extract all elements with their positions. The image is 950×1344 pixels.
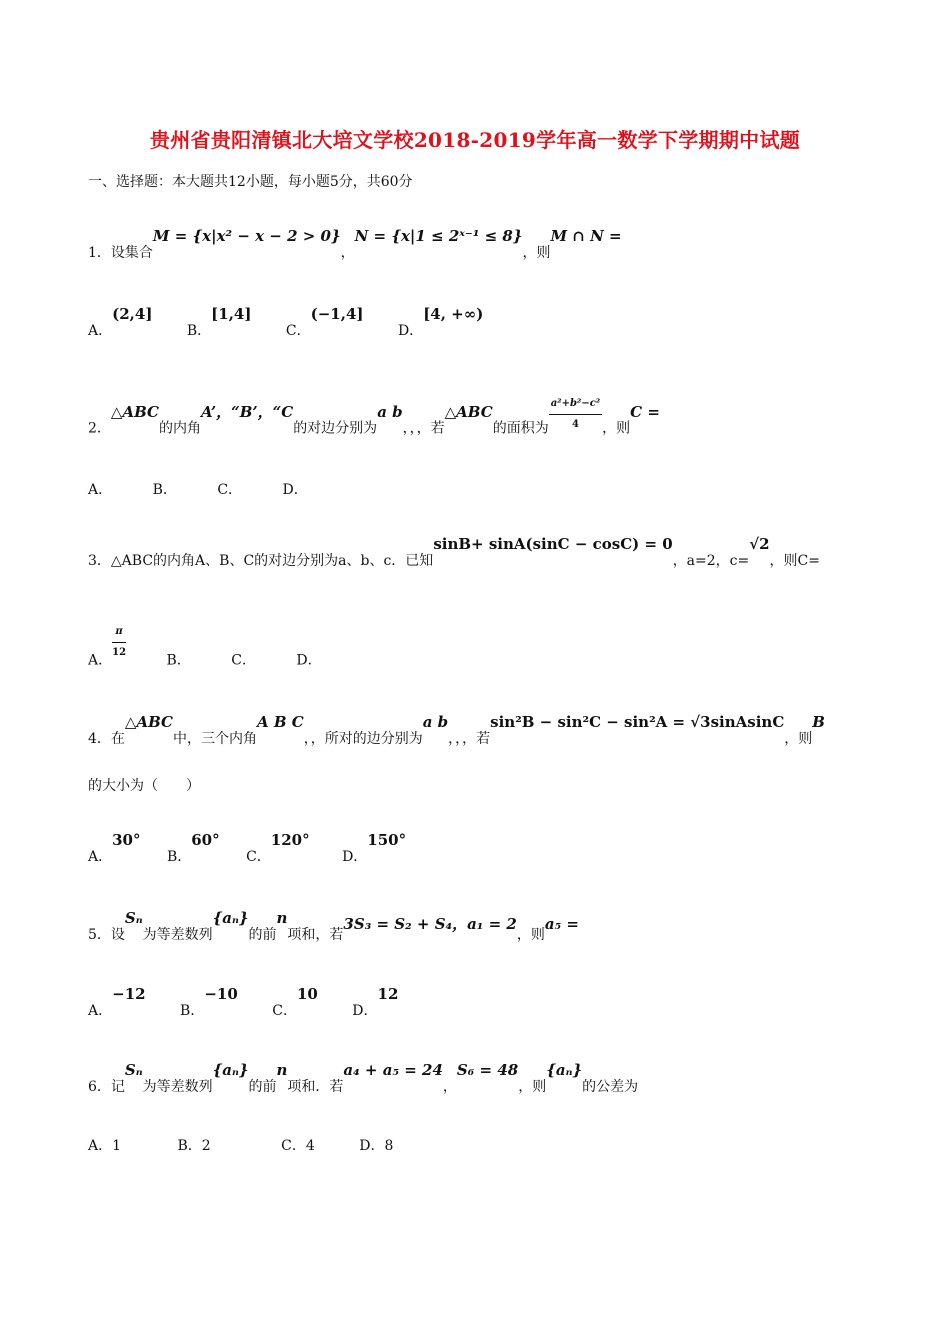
q3-opt-c: C． <box>231 652 256 669</box>
q1-then: ，则 <box>522 245 551 261</box>
q4-text-4: ，，，若 <box>448 731 491 747</box>
q1-ask: M ∩ N = <box>550 227 622 245</box>
q4-opt-a: 30° <box>112 831 141 849</box>
q1-opt-c: (−1,4] <box>310 305 364 323</box>
q5-opt-d: 12 <box>377 985 399 1003</box>
q4-sides: a b <box>422 713 449 731</box>
q6-opt-a: 1 <box>112 1138 122 1154</box>
q2-frac-num: a²+b²−c² <box>549 394 602 415</box>
q1-opt-d: [4, +∞) <box>423 305 484 323</box>
q6-sep: ， <box>442 1079 457 1095</box>
q1-opt-b: [1,4] <box>211 305 252 323</box>
q3-frac-den: 12 <box>112 647 127 658</box>
q5-sn: Sₙ <box>124 909 143 927</box>
q4-opt-c-letter: C． <box>246 849 271 865</box>
q3-opt-a: A． <box>88 652 113 669</box>
q4-text-2: ，， <box>303 731 325 747</box>
q6-opt-d: 8 <box>384 1138 394 1154</box>
q6-text-5: 的公差为 <box>582 1079 639 1095</box>
q5-ask: a₅ = <box>544 915 579 933</box>
q2-text-5: ，则 <box>602 420 631 437</box>
question-6 <box>88 1061 639 1097</box>
q2-opt-d: D． <box>282 482 308 498</box>
exam-title: 贵州省贵阳清镇北大培文学校2018-2019学年高一数学下学期期中试题 <box>149 128 801 152</box>
q2-options <box>88 480 308 500</box>
q4-opt-b-letter: B． <box>166 849 192 865</box>
q3-text-3: ，则C= <box>769 553 820 569</box>
q1-opt-b-letter: B． <box>186 323 212 339</box>
q6-opt-b: 2 <box>201 1138 211 1154</box>
q5-text-1: 为等差数列 <box>142 927 213 943</box>
q6-sequence: {aₙ} <box>212 1061 249 1079</box>
q2-opt-b: B． <box>152 482 177 498</box>
q5-opt-c-letter: C． <box>272 1003 297 1019</box>
q2-opt-c: C． <box>217 482 243 498</box>
q6-opt-b-letter: B． <box>177 1138 202 1154</box>
q3-equation: sinB+ sinA(sinC − cosC) = 0 <box>433 535 673 553</box>
q5-opt-c: 10 <box>296 985 318 1003</box>
q2-text-2: 的对边分别为 <box>293 420 378 437</box>
q5-number: 5．设 <box>88 927 125 943</box>
q5-sequence: {aₙ} <box>212 909 249 927</box>
q5-opt-b-letter: B． <box>180 1003 205 1019</box>
question-4 <box>88 713 825 749</box>
q1-opt-a: (2,4] <box>112 305 153 323</box>
q1-sep: ， <box>340 245 355 261</box>
q6-equation-1: a₄ + a₅ = 24 <box>343 1061 443 1079</box>
q6-opt-c-letter: C． <box>281 1138 306 1154</box>
q6-sequence-2: {aₙ} <box>546 1061 583 1079</box>
q5-opt-a: −12 <box>112 985 146 1003</box>
q3-opt-a-fraction <box>112 622 126 663</box>
q6-opt-c: 4 <box>305 1138 315 1154</box>
q1-opt-c-letter: C． <box>285 323 311 339</box>
q5-equation: 3S₃ = S₂ + S₄，a₁ = 2 <box>343 915 517 933</box>
q2-sides: a b <box>377 402 403 421</box>
q4-opt-d-letter: D． <box>342 849 368 865</box>
q6-text-2: 的前 <box>248 1079 277 1095</box>
q4-opt-d: 150° <box>367 831 407 849</box>
q4-opt-a-letter: A． <box>88 849 113 865</box>
q5-text-4: ，则 <box>516 927 545 943</box>
q3-options <box>88 626 322 681</box>
q4-number: 4．在 <box>88 731 125 747</box>
q2-triangle: △ABC <box>110 402 159 421</box>
q6-options <box>88 1136 393 1156</box>
q1-set-m: M = {x|x² − x − 2 > 0} <box>152 227 341 245</box>
q4-text-3: 所对的边分别为 <box>324 731 423 747</box>
q4-opt-b: 60° <box>191 831 220 849</box>
q2-opt-a: A． <box>88 482 113 498</box>
q4-angles: A B C <box>257 713 304 731</box>
q4-text-1: 中，三个内角 <box>173 731 257 747</box>
q6-equation-2: S₆ = 48 <box>456 1061 519 1079</box>
q2-ask: C = <box>630 402 660 421</box>
q4-triangle: △ABC <box>124 713 173 731</box>
question-1 <box>88 227 622 263</box>
q2-number: 2． <box>88 420 111 437</box>
q2-triangle-2: △ABC <box>444 402 493 421</box>
q5-text-3: 项和，若 <box>287 927 344 943</box>
q3-text-1: 3．△ABC的内角A、B、C的对边分别为a、b、c．已知 <box>88 553 434 569</box>
question-5 <box>88 909 579 945</box>
q3-opt-b: B． <box>166 652 191 669</box>
q2-text-4: 的面积为 <box>492 420 549 437</box>
q3-frac-num: π <box>112 622 126 643</box>
q6-n: n <box>276 1061 288 1079</box>
q3-opt-d: D． <box>296 652 322 669</box>
q2-angles: A’，“B’，“C <box>201 402 294 421</box>
question-3 <box>88 535 820 571</box>
question-2 <box>88 398 660 449</box>
q1-opt-d-letter: D． <box>397 323 424 339</box>
q2-text-3: ，，，若 <box>402 420 445 437</box>
q6-text-1: 为等差数列 <box>142 1079 213 1095</box>
q6-text-3: 项和．若 <box>287 1079 344 1095</box>
q3-text-2: ，a=2，c= <box>672 553 750 569</box>
q2-frac-den: 4 <box>571 419 579 430</box>
section-heading: 一、选择题：本大题共12小题，每小题5分，共60分 <box>88 174 413 190</box>
q2-area-fraction <box>549 394 602 435</box>
q3-sqrt2: √2 <box>749 535 770 553</box>
q1-number: 1．设集合 <box>88 245 153 261</box>
q4-equation: sin²B − sin²C − sin²A = √3sinAsinC <box>490 713 785 731</box>
q4-line-2: 的大小为（ ） <box>88 778 200 794</box>
q6-number: 6．记 <box>88 1079 125 1095</box>
q5-opt-b: −10 <box>204 985 238 1003</box>
q2-text-1: 的内角 <box>159 420 201 437</box>
q5-opt-d-letter: D． <box>352 1003 378 1019</box>
q6-text-4: ，则 <box>518 1079 547 1095</box>
q6-sn: Sₙ <box>124 1061 143 1079</box>
q6-opt-a-letter: A． <box>88 1138 113 1154</box>
q4-opt-c: 120° <box>270 831 310 849</box>
q5-text-2: 的前 <box>248 927 277 943</box>
q5-opt-a-letter: A． <box>88 1003 113 1019</box>
q1-set-n: N = {x|1 ≤ 2ˣ⁻¹ ≤ 8} <box>354 227 523 245</box>
q5-n: n <box>276 909 288 927</box>
q1-options <box>88 305 484 341</box>
q4-angle-b: B <box>812 713 825 731</box>
q1-opt-a-letter: A． <box>88 323 113 339</box>
q4-text-5: ，则 <box>784 731 813 747</box>
q6-opt-d-letter: D． <box>359 1138 385 1154</box>
q4-options <box>88 831 407 867</box>
q5-options <box>88 985 399 1021</box>
